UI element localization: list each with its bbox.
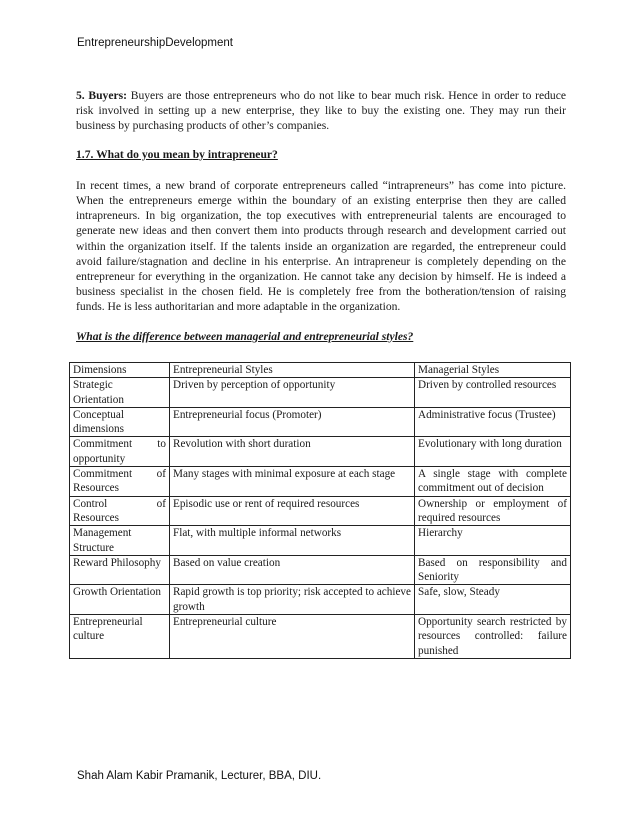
table-row (70, 496, 571, 526)
table-cell: Revolution with short duration (170, 437, 415, 467)
table-cell: Based on value creation (170, 555, 415, 585)
table-cell: Reward Philosophy (70, 555, 170, 585)
table-cell: Hierarchy (415, 526, 571, 556)
table-row (70, 378, 571, 408)
table-row (70, 555, 571, 585)
table-cell: Driven by controlled resources (415, 378, 571, 408)
column-header: Entrepreneurial Styles (170, 363, 415, 378)
table-cell: Management Structure (70, 526, 170, 556)
column-header: Managerial Styles (415, 363, 571, 378)
styles-comparison-table (69, 362, 571, 659)
table-cell: Opportunity search restricted by resources controlled: failure punished (415, 615, 571, 659)
table-row (70, 526, 571, 556)
buyers-label: 5. Buyers: (76, 89, 128, 102)
table-cell: Rapid growth is top priority; risk accepted to achieve growth (170, 585, 415, 615)
table-cell: Entrepreneurial culture (70, 615, 170, 659)
table-cell: Based on responsibility and Seniority (415, 555, 571, 585)
table-cell: A single stage with complete commitment out of decision (415, 467, 571, 497)
table-cell: Strategic Orientation (70, 378, 170, 408)
table-cell: Commitment of Resources (70, 467, 170, 497)
buyers-text: Buyers are those entrepreneurs who do not like to bear much risk. Hence in order to reduce risk involved in setting up a new enterprise, they like to buy the existing one. They may run their business by purchasing products of other’s companies. (76, 89, 566, 133)
difference-heading: What is the difference between managerial and entrepreneurial styles? (76, 329, 414, 343)
intrapreneur-heading: 1.7. What do you mean by intrapreneur? (76, 147, 278, 161)
table-cell: Evolutionary with long duration (415, 437, 571, 467)
document-body (76, 88, 566, 344)
table-cell: Control of Resources (70, 496, 170, 526)
table-row (70, 437, 571, 467)
page-footer: Shah Alam Kabir Pramanik, Lecturer, BBA, DIU. (77, 770, 322, 782)
table-cell: Many stages with minimal exposure at each stage (170, 467, 415, 497)
buyers-paragraph (76, 88, 566, 134)
table-cell: Growth Orientation (70, 585, 170, 615)
column-header: Dimensions (70, 363, 170, 378)
table-cell: Episodic use or rent of required resources (170, 496, 415, 526)
page-header: EntrepreneurshipDevelopment (77, 37, 233, 49)
table-cell: Driven by perception of opportunity (170, 378, 415, 408)
table-cell: Administrative focus (Trustee) (415, 407, 571, 437)
table-cell: Ownership or employment of required resources (415, 496, 571, 526)
table-cell: Entrepreneurial culture (170, 615, 415, 659)
table-header-row (70, 363, 571, 378)
table-cell: Flat, with multiple informal networks (170, 526, 415, 556)
table-cell: Commitment to opportunity (70, 437, 170, 467)
table-row (70, 585, 571, 615)
table-cell: Entrepreneurial focus (Promoter) (170, 407, 415, 437)
table-cell: Safe, slow, Steady (415, 585, 571, 615)
table-row (70, 407, 571, 437)
table-row (70, 467, 571, 497)
table-cell: Conceptual dimensions (70, 407, 170, 437)
table-row (70, 615, 571, 659)
intrapreneur-paragraph: In recent times, a new brand of corporate entrepreneurs called “intrapreneurs” has come into picture. When the entrepreneurs emerge within the boundary of an existing enterprise then they are called intrapreneurs. In big organization, the top executives with entrepreneurial talents are encouraged to generate new ideas and then convert them into products through research and development carried out within the organization itself. If the talents inside an organization are regarded, the entrepreneur could avoid failure/stagnation and decline in his enterprise. An intrapreneur is completely depending on the entrepreneur for everything in the organization. He cannot take any decision by himself. He is indeed a business specialist in the chosen field. He is completely free from the botheration/tension of raising funds. He is less authoritarian and more adaptable in the organization. (76, 178, 566, 314)
